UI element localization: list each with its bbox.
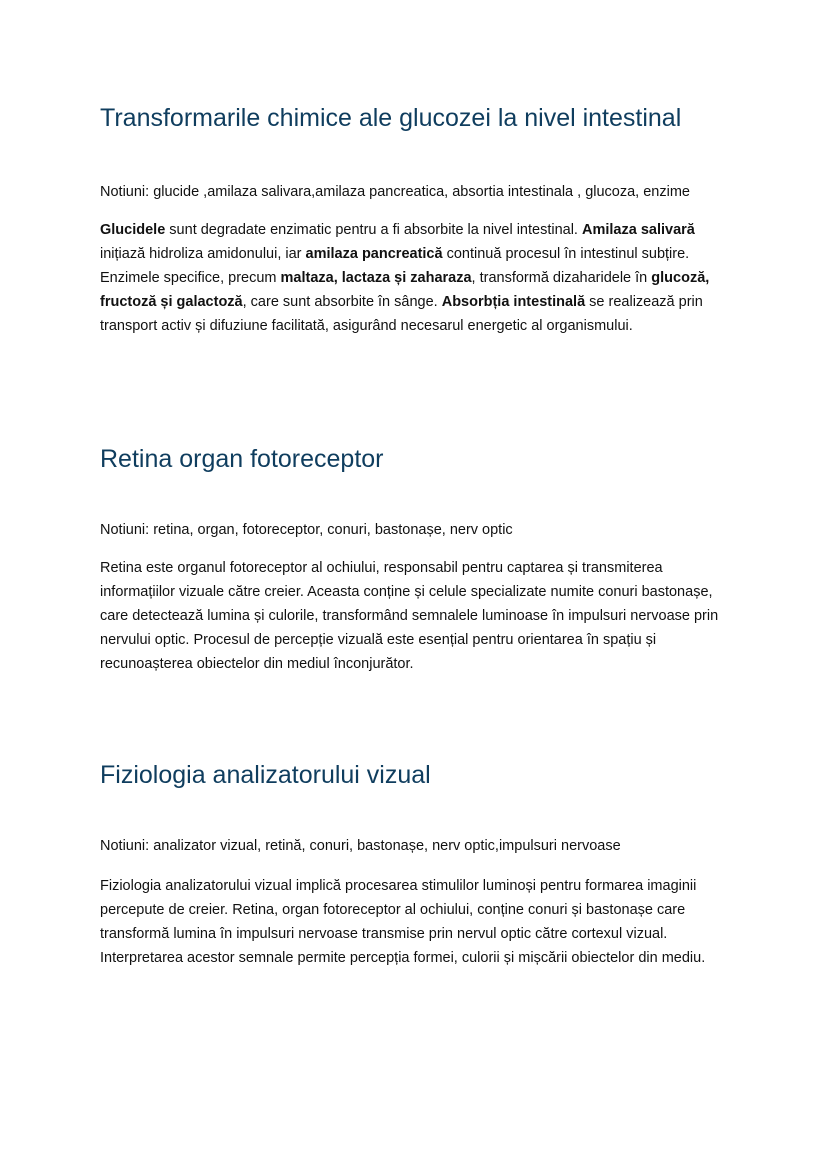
section-heading: Retina organ fotoreceptor <box>100 445 384 473</box>
section-notions: Notiuni: retina, organ, fotoreceptor, conuri, bastonașe, nerv optic <box>100 522 513 538</box>
section-retina <box>100 443 730 676</box>
text-run: inițiază hidroliza amidonului, iar <box>100 246 306 262</box>
text-run: continuă procesul în intestinul subțire. Enzimele specifice, precum <box>100 246 690 286</box>
text-run: sunt degradate enzimatic pentru a fi absorbite la nivel intestinal. <box>165 222 582 238</box>
bold-term: glucoză, fructoză și galactoză <box>100 270 710 310</box>
bold-term: maltaza, lactaza și zaharaza <box>280 270 472 286</box>
section-visual-analyzer <box>100 759 730 970</box>
bold-term: Amilaza salivară <box>582 222 695 238</box>
bold-term: amilaza pancreatică <box>305 246 443 262</box>
text-run: , care sunt absorbite în sânge. <box>242 294 442 310</box>
text-run: se realizează prin transport activ și difuziune facilitată, asigurând necesarul energetic al organismului. <box>100 294 703 334</box>
section-paragraph <box>100 218 730 338</box>
text-run: Fiziologia analizatorului vizual implică procesarea stimulilor luminoși pentru formarea imaginii percepute de creier. Retina, organ fotoreceptor al ochiului, conține conuri și bastonașe care transformă lumina în impulsuri nervoase transmise prin nervul optic către cortexul vizual. Interpretarea acestor semnale permite percepția formei, culorii și mișcării obiectelor din mediu. <box>100 878 706 966</box>
section-heading: Fiziologia analizatorului vizual <box>100 761 431 789</box>
section-notions: Notiuni: analizator vizual, retină, conuri, bastonașe, nerv optic,impulsuri nervoase <box>100 838 621 854</box>
section-paragraph <box>100 874 730 970</box>
section-heading: Transformarile chimice ale glucozei la nivel intestinal <box>100 104 682 132</box>
section-notions: Notiuni: glucide ,amilaza salivara,amilaza pancreatica, absortia intestinala , glucoza, enzime <box>100 184 690 200</box>
section-paragraph <box>100 556 730 676</box>
bold-term: Absorbția intestinală <box>441 294 586 310</box>
text-run: Retina este organul fotoreceptor al ochiului, responsabil pentru captarea și transmiterea informațiilor vizuale către creier. Aceasta conține și celule specializate numite conuri bastonașe, care detectează lumina și culorile, transformând semnalele luminoase în impulsuri nervoase prin nervului optic. Procesul de percepție vizuală este esențial pentru orientarea în spațiu și recunoașterea obiectelor din mediul înconjurător. <box>100 560 719 672</box>
bold-term: Glucidele <box>100 222 166 238</box>
section-glucose-transformations <box>100 102 730 338</box>
text-run: , transformă dizaharidele în <box>471 270 652 286</box>
